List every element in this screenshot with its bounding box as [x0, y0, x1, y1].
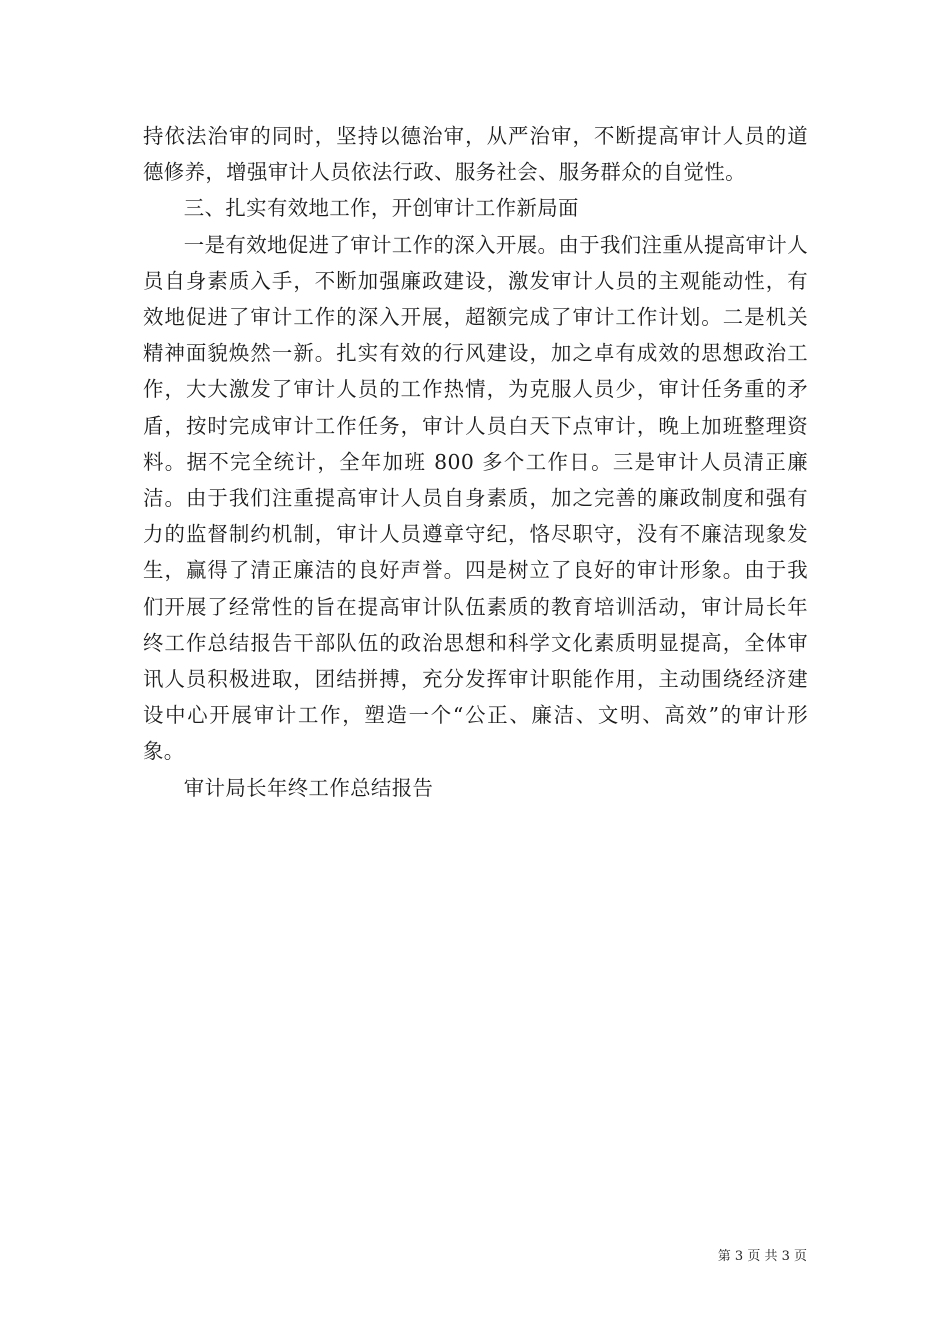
paragraph-body: 一是有效地促进了审计工作的深入开展。由于我们注重从提高审计人员自身素质入手，不断加强廉政建设，激发审计人员的主观能动性，有效地促进了审计工作的深入开展，超额完成了审计工作计划。二是机关精神面貌焕然一新。扎实有效的行风建设，加之卓有成效的思想政治工作，大大激发了审计人员的工作热情，为克服人员少，审计任务重的矛盾，按时完成审计工作任务，审计人员白天下点审计，晚上加班整理资料。据不完全统计，全年加班 800 多个工作日。三是审计人员清正廉洁。由于我们注重提高审计人员自身素质，加之完善的廉政制度和强有力的监督制约机制，审计人员遵章守纪，恪尽职守，没有不廉洁现象发生，赢得了清正廉洁的良好声誉。四是树立了良好的审计形象。由于我们开展了经常性的旨在提高审计队伍素质的教育培训活动，审计局长年终工作总结报告干部队伍的政治思想和科学文化素质明显提高，全体审讯人员积极进取，团结拼搏，充分发挥审计职能作用，主动围绕经济建设中心开展审计工作，塑造一个“公正、廉洁、文明、高效”的审计形象。 — [143, 232, 808, 764]
document-body — [143, 118, 808, 806]
page-number: 第 3 页 共 3 页 — [717, 1249, 807, 1264]
closing-title: 审计局长年终工作总结报告 — [183, 775, 434, 800]
section-heading: 三、扎实有效地工作，开创审计工作新局面 — [183, 196, 579, 221]
paragraph-1: 持依法治审的同时，坚持以德治审，从严治审，不断提高审计人员的道德修养，增强审计人员依法行政、服务社会、服务群众的自觉性。 — [143, 124, 808, 185]
